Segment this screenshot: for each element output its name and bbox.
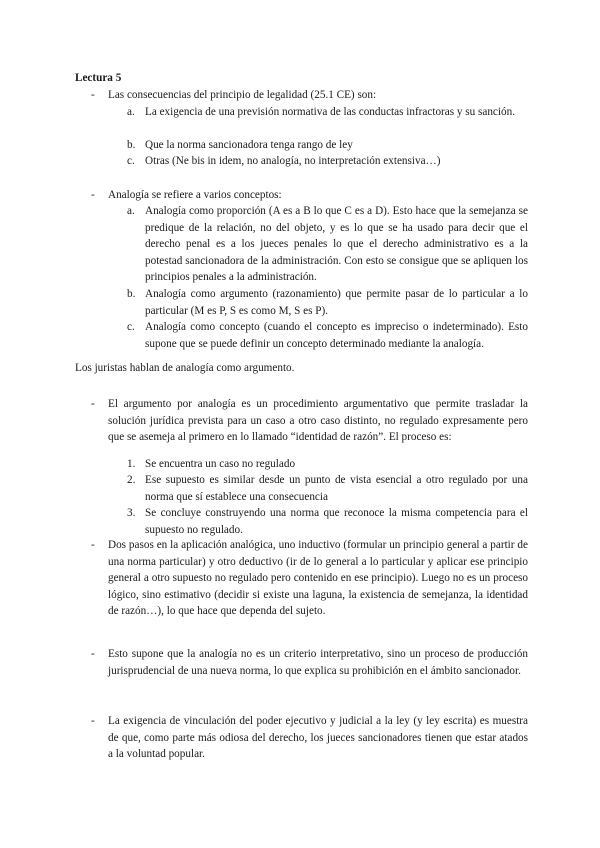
bullet-dash: - <box>91 648 95 660</box>
list-marker: c. <box>127 321 135 333</box>
list-marker: c. <box>127 155 135 167</box>
bullet-dash: - <box>91 398 95 410</box>
section1-text: Las consecuencias del principio de legalidad (25.1 CE) son: <box>108 89 377 101</box>
list-item: Ese supuesto es similar desde un punto de vista esencial a otro regulado por una norma que sí establece una consecuencia <box>145 474 528 503</box>
section4-text: Dos pasos en la aplicación analógica, uno inductivo (formular un principio general a partir de una norma particular) y otro deductivo (ir de lo general a lo particular y aplicar ese principio general a otro supuesto no regulado pero contenido en ese principio). Luego no es un proceso lógico, sino estimativo (decidir si existe una laguna, la existencia de semejanza, la identidad de razón…), lo que hace que dependa del sujeto. <box>108 539 528 618</box>
list-marker: 2. <box>127 474 136 486</box>
list-marker: 3. <box>127 507 136 519</box>
bullet-dash: - <box>91 189 95 201</box>
list-marker: a. <box>127 106 135 118</box>
list-marker: b. <box>127 288 136 300</box>
bullet-dash: - <box>91 89 95 101</box>
list-marker: b. <box>127 139 136 151</box>
section3-text: El argumento por analogía es un procedimiento argumentativo que permite trasladar la solución jurídica prevista para un caso a otro caso distinto, no regulado expresamente pero que se asemeja al primero en lo llamado “identidad de razón”. El proceso es: <box>108 398 528 444</box>
section2-text: Analogía se refiere a varios conceptos: <box>108 189 282 201</box>
list-marker: a. <box>127 205 135 217</box>
paragraph: Los juristas hablan de analogía como argumento. <box>75 362 295 374</box>
list-item: Se encuentra un caso no regulado <box>145 458 296 470</box>
list-marker: 1. <box>127 458 136 470</box>
bullet-dash: - <box>91 715 95 727</box>
section6-text: La exigencia de vinculación del poder ejecutivo y judicial a la ley (y ley escrita) es muestra de que, como parte más odiosa del derecho, los jueces sancionadores tienen que estar atados a la voluntad popular. <box>108 715 528 761</box>
section5-text: Esto supone que la analogía no es un criterio interpretativo, sino un proceso de producción jurisprudencial de una nueva norma, lo que explica su prohibición en el ámbito sancionador. <box>108 648 528 677</box>
list-item: Analogía como argumento (razonamiento) que permite pasar de lo particular a lo particular (M es P, S es como M, S es P). <box>145 288 528 317</box>
list-item: La exigencia de una previsión normativa de las conductas infractoras y su sanción. <box>145 106 515 118</box>
page-title: Lectura 5 <box>75 72 122 84</box>
list-item: Se concluye construyendo una norma que reconoce la misma competencia para el supuesto no regulado. <box>145 507 528 536</box>
list-item: Otras (Ne bis in idem, no analogía, no interpretación extensiva…) <box>145 155 441 167</box>
list-item: Que la norma sancionadora tenga rango de ley <box>145 139 353 151</box>
list-item: Analogía como proporción (A es a B lo que C es a D). Esto hace que la semejanza se predique de la relación, no del objeto, y es lo que se ha usado para decir que el derecho penal es a los jueces penales lo que el derecho administrativo es a la potestad sancionadora de la administración. Con esto se consigue que se apliquen los principios penales a la administración. <box>145 205 528 284</box>
list-item: Analogía como concepto (cuando el concepto es impreciso o indeterminado). Esto supone que se puede definir un concepto determinado mediante la analogía. <box>145 321 528 350</box>
bullet-dash: - <box>91 539 95 551</box>
